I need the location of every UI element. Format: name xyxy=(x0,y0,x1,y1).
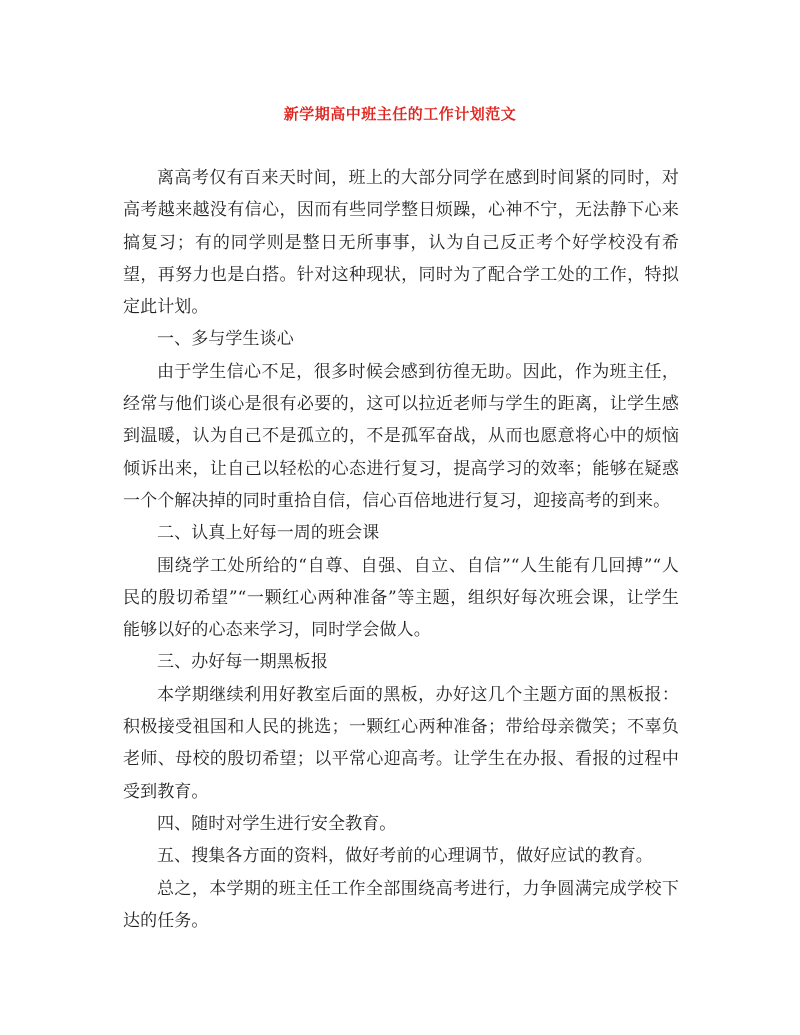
paragraph-section-3: 本学期继续利用好教室后面的黑板，办好这几个主题方面的黑板报：积极接受祖国和人民的挑选；一颗红心两种准备；带给母亲微笑；不辜负老师、母校的殷切希望；以平常心迎高考。让学生在办报、看报的过程中受到教育。 xyxy=(123,684,679,802)
section-heading-1: 一、多与学生谈心 xyxy=(157,329,294,350)
section-heading-4: 四、随时对学生进行安全教育。 xyxy=(157,813,397,834)
section-heading-2: 二、认真上好每一周的班会课 xyxy=(157,523,380,544)
section-heading-5: 五、搜集各方面的资料，做好考前的心理调节，做好应试的教育。 xyxy=(157,846,653,867)
paragraph-intro: 离高考仅有百来天时间，班上的大部分同学在感到时间紧的同时，对高考越来越没有信心，因而有些同学整日烦躁，心神不宁，无法静下心来搞复习；有的同学则是整日无所事事，认为自己反正考个好学校没有希望，再努力也是白搭。针对这种现状，同时为了配合学工处的工作，特拟定此计划。 xyxy=(123,168,679,318)
document-body xyxy=(123,162,679,937)
document-title: 新学期高中班主任的工作计划范文 xyxy=(283,105,517,123)
paragraph-conclusion: 总之，本学期的班主任工作全部围绕高考进行，力争圆满完成学校下达的任务。 xyxy=(123,878,679,931)
paragraph-section-2: 围绕学工处所给的“自尊、自强、自立、自信”“人生能有几回搏”“人民的殷切希望”“一颗红心两种准备”等主题，组织好每次班会课，让学生能够以好的心态来学习，同时学会做人。 xyxy=(123,555,679,641)
paragraph-section-1: 由于学生信心不足，很多时候会感到彷徨无助。因此，作为班主任，经常与他们谈心是很有必要的，这可以拉近老师与学生的距离，让学生感到温暖，认为自己不是孤立的，不是孤军奋战，从而也愿意将心中的烦恼倾诉出来，让自己以轻松的心态进行复习，提高学习的效率；能够在疑惑一个个解决掉的同时重拾自信，信心百倍地进行复习，迎接高考的到来。 xyxy=(123,361,679,511)
section-heading-3: 三、办好每一期黑板报 xyxy=(157,652,328,673)
